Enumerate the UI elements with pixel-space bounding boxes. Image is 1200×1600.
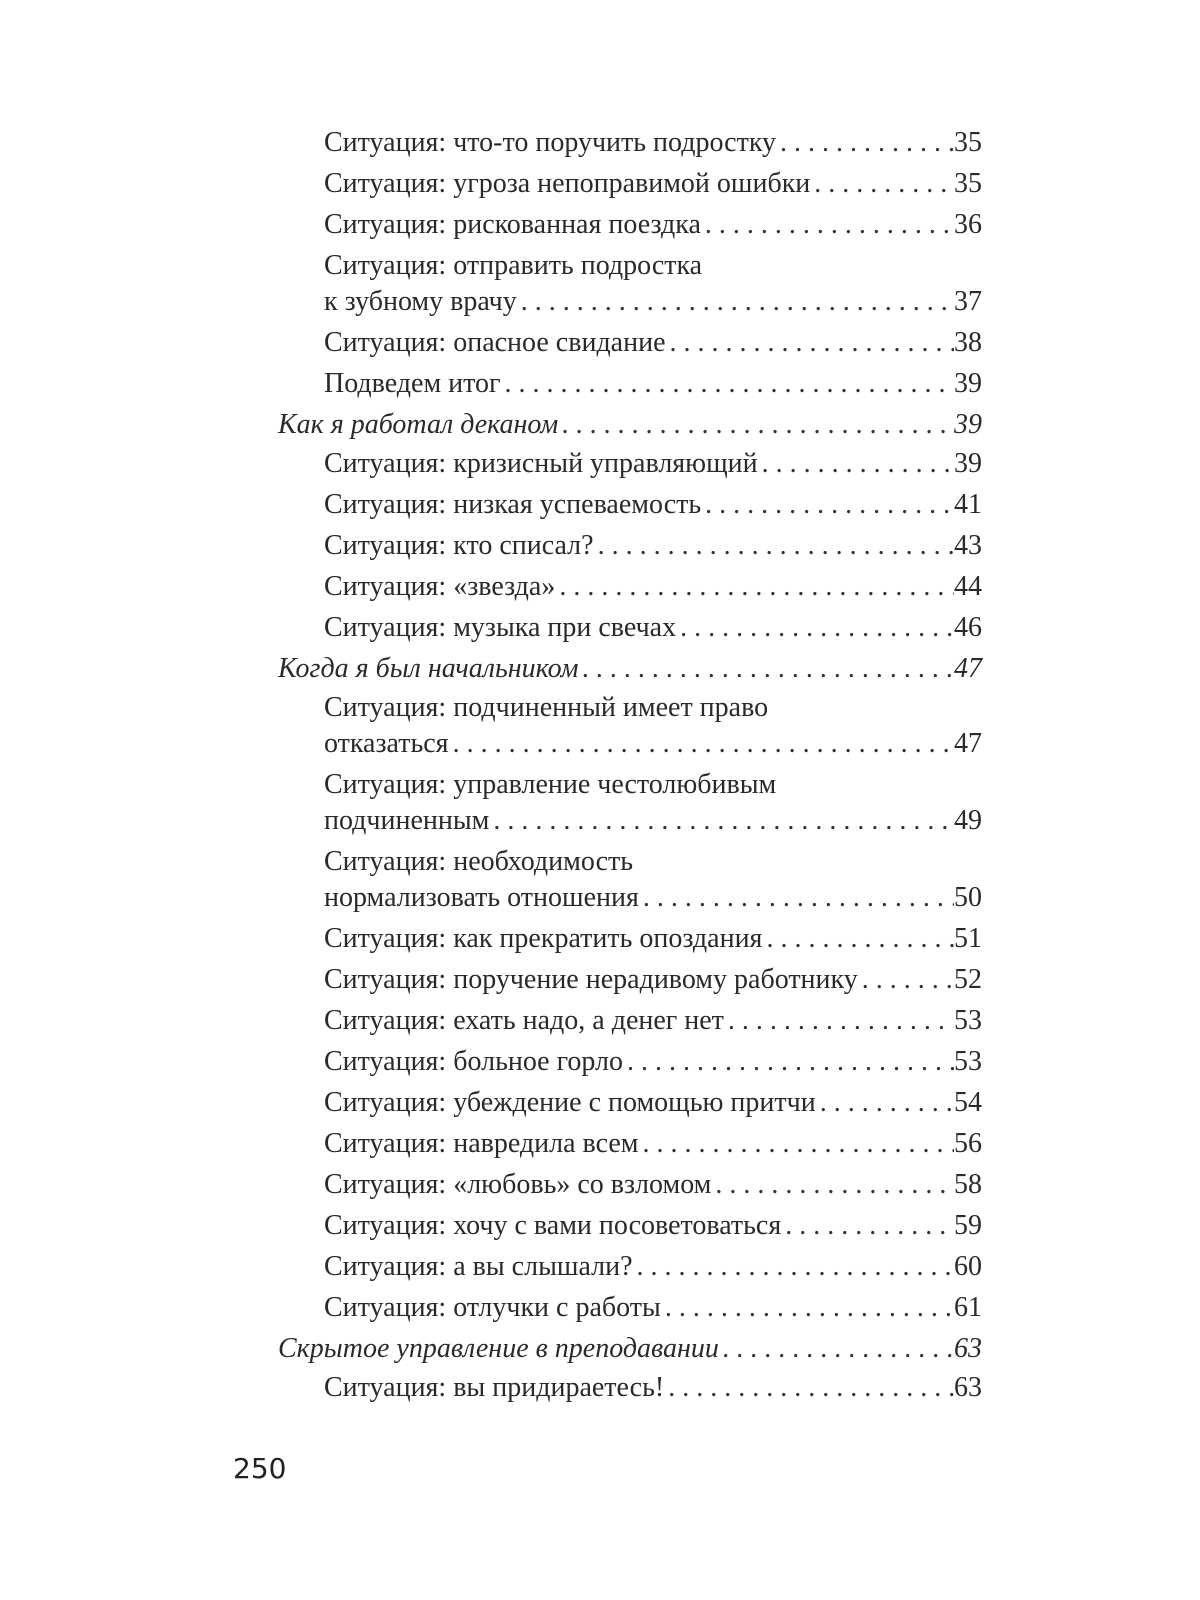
toc-entry[interactable]: [278, 446, 982, 482]
toc-entry-title-first-line: Ситуация: подчиненный имеет право: [324, 692, 769, 723]
toc-entry-page: 54: [954, 1087, 982, 1118]
toc-entry[interactable]: [278, 1044, 982, 1080]
dot-leader: [724, 1003, 954, 1039]
toc-entry-page: 46: [954, 612, 982, 643]
toc-entry[interactable]: [278, 767, 982, 839]
dot-leader: [594, 528, 954, 564]
toc-entry[interactable]: [278, 366, 982, 402]
toc-entry-title: Ситуация: рискованная поездка: [324, 209, 701, 240]
toc-entry-title: Ситуация: как прекратить опоздания: [324, 923, 763, 954]
toc-entry[interactable]: [278, 1003, 982, 1039]
dot-leader: [711, 1167, 954, 1203]
toc-entry[interactable]: [278, 962, 982, 998]
dot-leader: [449, 726, 954, 762]
dot-leader: [664, 1370, 954, 1406]
dot-leader: [639, 1126, 954, 1162]
toc-entry-page: 39: [954, 368, 982, 399]
toc-entry-page: 39: [954, 448, 982, 479]
toc-entry-page: 63: [954, 1333, 982, 1364]
toc-entry-title: Ситуация: опасное свидание: [324, 327, 666, 358]
toc-entry-page: 47: [954, 653, 982, 684]
toc-entry-title: Ситуация: больное горло: [324, 1046, 623, 1077]
toc-entry[interactable]: [278, 528, 982, 564]
toc-entry[interactable]: [278, 248, 982, 320]
toc-entry[interactable]: [278, 1085, 982, 1121]
toc-entry[interactable]: [278, 1167, 982, 1203]
toc-section-entry[interactable]: [278, 407, 982, 443]
dot-leader: [810, 166, 954, 202]
toc-entry-page: 43: [954, 530, 982, 561]
toc-entry-page: 52: [954, 964, 982, 995]
dot-leader: [701, 487, 954, 523]
toc-entry[interactable]: [278, 1370, 982, 1406]
dot-leader: [676, 610, 954, 646]
toc-entry-title: Подведем итог: [324, 368, 501, 399]
toc-entry-title: Ситуация: хочу с вами посоветоваться: [324, 1210, 782, 1241]
toc-entry-page: 49: [954, 805, 982, 836]
toc-entry[interactable]: [278, 844, 982, 916]
toc-entry-title: Ситуация: отлучки с работы: [324, 1292, 661, 1323]
dot-leader: [758, 446, 954, 482]
toc-entry-title: Ситуация: а вы слышали?: [324, 1251, 633, 1282]
dot-leader: [623, 1044, 954, 1080]
toc-entry[interactable]: [278, 1126, 982, 1162]
toc-entry-page: 38: [954, 327, 982, 358]
dot-leader: [578, 651, 954, 687]
toc-entry-title: подчиненным: [324, 805, 490, 836]
toc-entry-page: 44: [954, 571, 982, 602]
dot-leader: [555, 569, 954, 605]
toc-entry-title: Ситуация: поручение нерадивому работнику: [324, 964, 858, 995]
toc-entry-title: Ситуация: музыка при свечах: [324, 612, 677, 643]
toc-entry-page: 53: [954, 1005, 982, 1036]
dot-leader: [776, 125, 954, 161]
toc-entry-title: Ситуация: кризисный управляющий: [324, 448, 758, 479]
toc-entry[interactable]: [278, 1208, 982, 1244]
toc-entry-page: 35: [954, 168, 982, 199]
toc-entry-title: Ситуация: убеждение с помощью притчи: [324, 1087, 816, 1118]
toc-entry-page: 58: [954, 1169, 982, 1200]
toc-entry-title: Когда я был начальником: [278, 653, 579, 684]
dot-leader: [858, 962, 954, 998]
toc-entry-page: 59: [954, 1210, 982, 1241]
toc-entry-title: Ситуация: кто списал?: [324, 530, 594, 561]
toc-entry-title-first-line: Ситуация: управление честолюбивым: [324, 769, 777, 800]
toc-entry-title: Ситуация: «любовь» со взломом: [324, 1169, 712, 1200]
toc-entry[interactable]: [278, 125, 982, 161]
toc-entry[interactable]: [278, 610, 982, 646]
toc-section-entry[interactable]: [278, 651, 982, 687]
toc-entry-page: 50: [954, 882, 982, 913]
toc-entry-title: Ситуация: «звезда»: [324, 571, 556, 602]
toc-entry-title: Ситуация: угроза непоправимой ошибки: [324, 168, 811, 199]
toc-entry[interactable]: [278, 569, 982, 605]
toc-entry-title: Ситуация: вы придираетесь!: [324, 1372, 665, 1403]
toc-entry[interactable]: [278, 166, 982, 202]
dot-leader: [558, 407, 954, 443]
toc-entry-page: 35: [954, 127, 982, 158]
toc-entry-page: 37: [954, 286, 982, 317]
dot-leader: [666, 325, 954, 361]
toc-entry-title: Ситуация: низкая успеваемость: [324, 489, 702, 520]
dot-leader: [762, 921, 954, 957]
toc-entry-page: 36: [954, 209, 982, 240]
toc-entry-page: 51: [954, 923, 982, 954]
toc-entry-title-first-line: Ситуация: отправить подростка: [324, 250, 703, 281]
dot-leader: [816, 1085, 954, 1121]
toc-entry-page: 53: [954, 1046, 982, 1077]
toc-entry[interactable]: [278, 325, 982, 361]
dot-leader: [701, 207, 954, 243]
toc-entry-page: 60: [954, 1251, 982, 1282]
dot-leader: [501, 366, 954, 402]
toc-entry[interactable]: [278, 1290, 982, 1326]
dot-leader: [489, 803, 954, 839]
dot-leader: [661, 1290, 954, 1326]
toc-entry[interactable]: [278, 207, 982, 243]
toc-entry-title: Ситуация: ехать надо, а денег нет: [324, 1005, 724, 1036]
toc-entry-title: нормализовать отношения: [324, 882, 639, 913]
toc-entry-page: 61: [954, 1292, 982, 1323]
toc-entry-title-first-line: Ситуация: необходимость: [324, 846, 634, 877]
toc-entry-title: отказаться: [324, 728, 449, 759]
dot-leader: [639, 880, 954, 916]
toc-entry-title: Ситуация: что-то поручить подростку: [324, 127, 777, 158]
toc-entry-title: Скрытое управление в преподавании: [278, 1333, 719, 1364]
toc-entry-page: 41: [954, 489, 982, 520]
toc-entry-page: 56: [954, 1128, 982, 1159]
dot-leader: [781, 1208, 954, 1244]
toc-entry-page: 47: [954, 728, 982, 759]
toc-section-entry[interactable]: [278, 1331, 982, 1367]
page-number: 250: [233, 1452, 287, 1485]
toc-entry-title: Ситуация: навредила всем: [324, 1128, 639, 1159]
toc-entry[interactable]: [278, 1249, 982, 1285]
dot-leader: [719, 1331, 954, 1367]
toc-entry[interactable]: [278, 921, 982, 957]
toc-entry-title: Как я работал деканом: [278, 409, 559, 440]
table-of-contents: [278, 125, 982, 1411]
dot-leader: [517, 284, 954, 320]
toc-entry[interactable]: [278, 690, 982, 762]
toc-entry-page: 39: [954, 409, 982, 440]
toc-entry-page: 63: [954, 1372, 982, 1403]
dot-leader: [633, 1249, 954, 1285]
toc-entry[interactable]: [278, 487, 982, 523]
toc-entry-title: к зубному врачу: [324, 286, 517, 317]
